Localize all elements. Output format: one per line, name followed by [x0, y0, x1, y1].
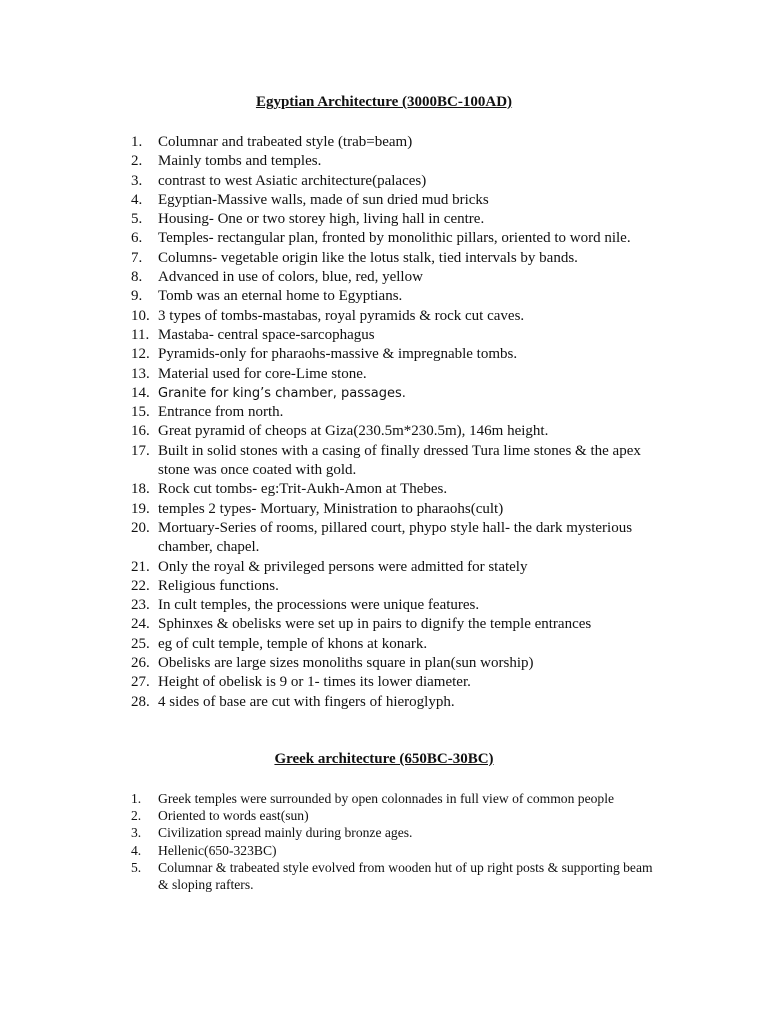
list-item — [0, 615, 663, 634]
list-item — [0, 824, 663, 841]
list-item — [0, 442, 663, 481]
list-item — [0, 842, 663, 859]
list-item — [0, 500, 663, 519]
list-item-text: temples 2 types- Mortuary, Ministration to pharaohs(cult) — [158, 500, 504, 517]
list-item — [0, 191, 663, 210]
list-item — [0, 422, 663, 441]
list-item — [0, 403, 663, 422]
greek-architecture-list — [0, 790, 663, 893]
list-item-number: 24. — [131, 616, 150, 633]
list-item-text: Sphinxes & obelisks were set up in pairs to dignify the temple entrances — [158, 616, 592, 633]
list-item — [0, 365, 663, 384]
list-item-text: Mainly tombs and temples. — [158, 153, 322, 170]
list-item-text: Obelisks are large sizes monoliths square in plan(sun worship) — [158, 655, 534, 672]
list-item-number: 22. — [131, 577, 150, 594]
list-item — [0, 790, 663, 807]
list-item-text: Mortuary-Series of rooms, pillared court, phypo style hall- the dark mysterious chamber, chapel. — [158, 519, 633, 556]
list-item-number: 4. — [131, 191, 143, 208]
list-item — [0, 480, 663, 499]
list-item-text: Columns- vegetable origin like the lotus stalk, tied intervals by bands. — [158, 249, 578, 266]
list-item-number: 25. — [131, 635, 150, 652]
list-item-text: Great pyramid of cheops at Giza(230.5m*230.5m), 146m height. — [158, 423, 549, 440]
list-item-number: 4. — [131, 842, 142, 858]
list-item — [0, 673, 663, 692]
list-item — [0, 596, 663, 615]
list-item-number: 11. — [131, 326, 150, 343]
list-item-number: 7. — [131, 249, 143, 266]
list-item-number: 27. — [131, 674, 150, 691]
list-item — [0, 268, 663, 287]
list-item-text: Temples- rectangular plan, fronted by monolithic pillars, oriented to word nile. — [158, 230, 631, 247]
list-item — [0, 210, 663, 229]
list-item — [0, 859, 663, 893]
list-item-text: Advanced in use of colors, blue, red, yellow — [158, 269, 423, 286]
list-item — [0, 345, 663, 364]
list-item-text: Columnar and trabeated style (trab=beam) — [158, 134, 413, 150]
list-item-number: 16. — [131, 423, 150, 440]
list-item-text: 3 types of tombs-mastabas, royal pyramids & rock cut caves. — [158, 307, 525, 324]
list-item-number: 14. — [131, 384, 150, 401]
list-item-text: Entrance from north. — [158, 404, 284, 421]
list-item-number: 15. — [131, 404, 150, 421]
list-item-number: 2. — [131, 808, 142, 824]
list-item-text: Religious functions. — [158, 577, 279, 594]
list-item — [0, 384, 663, 403]
list-item-text: Greek temples were surrounded by open colonnades in full view of common people — [158, 791, 615, 806]
list-item — [0, 307, 663, 326]
egyptian-architecture-heading: Egyptian Architecture (3000BC-100AD) — [255, 94, 513, 110]
list-item-number: 3. — [131, 825, 142, 841]
list-item-text: Only the royal & privileged persons were admitted for stately — [158, 558, 528, 575]
list-item-number: 3. — [131, 172, 143, 189]
list-item-number: 5. — [131, 211, 143, 228]
list-item-number: 8. — [131, 269, 143, 286]
list-item-number: 10. — [131, 307, 150, 324]
list-item — [0, 693, 663, 712]
list-item-text: Egyptian-Massive walls, made of sun dried mud bricks — [158, 191, 489, 208]
list-item — [0, 519, 663, 558]
list-item-number: 23. — [131, 597, 150, 614]
list-item-number: 9. — [131, 288, 143, 305]
list-item-number: 1. — [131, 791, 142, 806]
list-item-number: 20. — [131, 519, 150, 536]
list-item — [0, 229, 663, 248]
list-item — [0, 558, 663, 577]
list-item — [0, 807, 663, 824]
list-item-number: 13. — [131, 365, 150, 382]
list-item-text: Rock cut tombs- eg:Trit-Aukh-Amon at Thebes. — [158, 481, 448, 498]
list-item — [0, 287, 663, 306]
list-item-number: 21. — [131, 558, 150, 575]
list-item-text: Tomb was an eternal home to Egyptians. — [158, 288, 403, 305]
list-item-text: Material used for core-Lime stone. — [158, 365, 367, 382]
list-item-text: eg of cult temple, temple of khons at konark. — [158, 635, 428, 652]
list-item-text: Mastaba- central space-sarcophagus — [158, 326, 375, 343]
list-item-text: Height of obelisk is 9 or 1- times its lower diameter. — [158, 674, 471, 691]
list-item-text: Built in solid stones with a casing of finally dressed Tura lime stones & the apex stone was once coated with gold. — [158, 442, 641, 479]
list-item-number: 19. — [131, 500, 150, 517]
list-item-number: 28. — [131, 693, 150, 710]
list-item-text: Granite for king’s chamber, passages. — [158, 385, 406, 401]
list-item-text: contrast to west Asiatic architecture(palaces) — [158, 172, 427, 189]
list-item-text: Hellenic(650-323BC) — [158, 842, 277, 858]
list-item-number: 6. — [131, 230, 143, 247]
list-item — [0, 133, 663, 152]
list-item-number: 1. — [131, 134, 143, 150]
list-item — [0, 577, 663, 596]
egyptian-architecture-list — [0, 133, 663, 712]
list-item — [0, 152, 663, 171]
list-item — [0, 172, 663, 191]
list-item-text: Pyramids-only for pharaohs-massive & impregnable tombs. — [158, 346, 518, 363]
list-item-text: Columnar & trabeated style evolved from wooden hut of up right posts & supporting beam & sloping rafters. — [158, 859, 653, 893]
list-item — [0, 326, 663, 345]
list-item-text: 4 sides of base are cut with fingers of hieroglyph. — [158, 693, 455, 710]
list-item — [0, 249, 663, 268]
list-item-number: 12. — [131, 346, 150, 363]
list-item-text: Civilization spread mainly during bronze ages. — [158, 825, 413, 841]
list-item-number: 17. — [131, 442, 150, 459]
list-item-number: 26. — [131, 655, 150, 672]
list-item-text: Housing- One or two storey high, living hall in centre. — [158, 211, 485, 228]
list-item — [0, 654, 663, 673]
list-item-number: 18. — [131, 481, 150, 498]
list-item-number: 2. — [131, 153, 143, 170]
list-item-text: In cult temples, the processions were unique features. — [158, 597, 480, 614]
list-item — [0, 635, 663, 654]
greek-architecture-heading: Greek architecture (650BC-30BC) — [274, 751, 494, 767]
list-item-text: Oriented to words east(sun) — [158, 808, 309, 824]
list-item-number: 5. — [131, 859, 142, 875]
